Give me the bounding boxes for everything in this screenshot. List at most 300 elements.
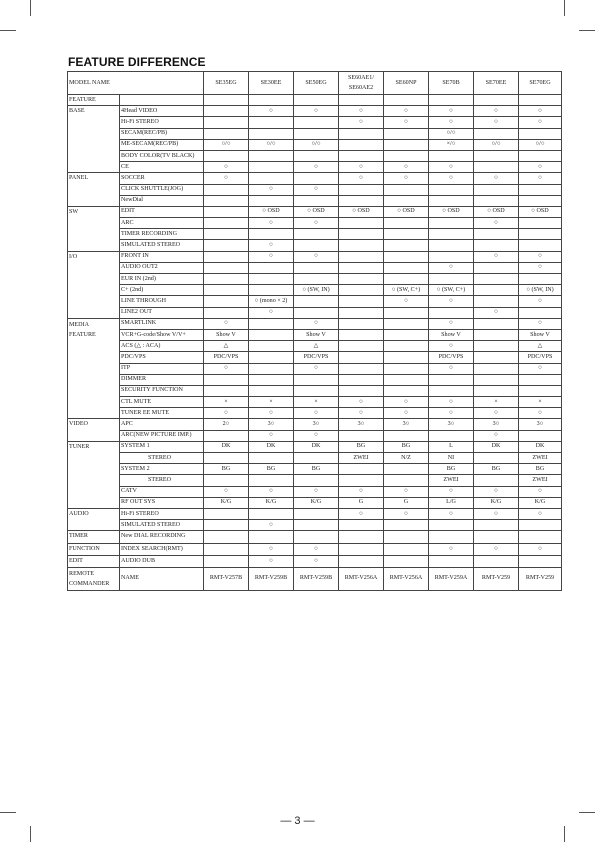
value-cell xyxy=(429,274,474,285)
value-cell xyxy=(474,195,519,206)
value-cell xyxy=(474,341,519,352)
value-cell: ○ xyxy=(429,363,474,374)
value-cell xyxy=(474,385,519,396)
value-cell xyxy=(384,218,429,229)
value-cell: ○ xyxy=(249,184,294,195)
value-cell xyxy=(249,329,294,340)
value-cell: ○ xyxy=(429,408,474,419)
table-row xyxy=(68,318,562,329)
value-cell: × xyxy=(204,397,249,408)
value-cell xyxy=(204,296,249,307)
feature-name: LINE2 OUT xyxy=(120,307,204,318)
category-cell: VIDEO xyxy=(68,419,120,441)
value-cell xyxy=(474,329,519,340)
value-cell xyxy=(429,229,474,240)
header-row xyxy=(68,72,562,95)
value-cell xyxy=(249,150,294,161)
feature-name: LINE THROUGH xyxy=(120,296,204,307)
empty-cell xyxy=(294,95,339,106)
value-cell: ○ xyxy=(429,397,474,408)
value-cell xyxy=(429,240,474,251)
value-cell: ○ xyxy=(429,318,474,329)
value-cell: ○ xyxy=(474,106,519,117)
value-cell: ○ xyxy=(474,307,519,318)
table-row xyxy=(68,453,562,464)
value-cell: ○ xyxy=(429,296,474,307)
value-cell xyxy=(204,240,249,251)
value-cell: ○ xyxy=(429,543,474,555)
table-row xyxy=(68,397,562,408)
table-row xyxy=(68,139,562,150)
feature-name: CTL MUTE xyxy=(120,397,204,408)
page-title: FEATURE DIFFERENCE xyxy=(68,55,206,69)
value-cell xyxy=(519,128,562,139)
value-cell xyxy=(339,139,384,150)
value-cell xyxy=(429,531,474,543)
value-cell: G xyxy=(339,497,384,508)
value-cell xyxy=(519,240,562,251)
value-cell xyxy=(204,117,249,128)
value-cell: ○ xyxy=(519,508,562,519)
value-cell xyxy=(384,385,429,396)
category-cell: REMOTE COMMANDER xyxy=(68,567,120,590)
empty-cell xyxy=(120,95,204,106)
feature-name: NAME xyxy=(120,567,204,590)
table-row xyxy=(68,531,562,543)
value-cell: ○ xyxy=(249,106,294,117)
value-cell: ○ (SW, IN) xyxy=(519,285,562,296)
value-cell: ○ xyxy=(474,218,519,229)
feature-name: CATV xyxy=(120,486,204,497)
value-cell xyxy=(339,218,384,229)
value-cell xyxy=(249,128,294,139)
feature-name: New DIAL RECORDING xyxy=(120,531,204,543)
model-name-label: MODEL NAME xyxy=(68,72,204,95)
value-cell: ○ xyxy=(384,486,429,497)
value-cell: ○ xyxy=(339,486,384,497)
value-cell xyxy=(204,508,249,519)
value-cell xyxy=(294,374,339,385)
feature-name: Hi-Fi STEREO xyxy=(120,117,204,128)
model-header: SE35EG xyxy=(204,72,249,95)
value-cell xyxy=(204,251,249,262)
value-cell: BG xyxy=(294,464,339,475)
value-cell xyxy=(204,106,249,117)
value-cell: K/G xyxy=(204,497,249,508)
table-row xyxy=(68,285,562,296)
table-row xyxy=(68,374,562,385)
feature-name: CE xyxy=(120,162,204,173)
value-cell xyxy=(384,520,429,531)
table-row xyxy=(68,106,562,117)
empty-cell xyxy=(429,95,474,106)
value-cell: ○ xyxy=(519,486,562,497)
value-cell xyxy=(519,374,562,385)
value-cell xyxy=(384,251,429,262)
value-cell xyxy=(204,475,249,486)
table-row xyxy=(68,464,562,475)
table-row xyxy=(68,184,562,195)
category-cell: TUNER xyxy=(68,441,120,508)
empty-cell xyxy=(519,95,562,106)
model-header: SE70EE xyxy=(474,72,519,95)
empty-cell xyxy=(384,95,429,106)
value-cell xyxy=(474,352,519,363)
value-cell xyxy=(519,150,562,161)
table-row xyxy=(68,419,562,430)
value-cell xyxy=(519,555,562,567)
value-cell: L xyxy=(429,441,474,452)
value-cell: ○ xyxy=(384,173,429,184)
value-cell: ○ xyxy=(294,318,339,329)
value-cell: ○ xyxy=(384,117,429,128)
value-cell: BG xyxy=(204,464,249,475)
value-cell xyxy=(474,520,519,531)
value-cell xyxy=(249,352,294,363)
value-cell: ○ xyxy=(249,408,294,419)
empty-cell xyxy=(474,95,519,106)
value-cell: ○ xyxy=(429,262,474,273)
crop-mark xyxy=(30,0,31,16)
value-cell: ○/○ xyxy=(519,139,562,150)
feature-table xyxy=(67,71,562,591)
value-cell: ○ xyxy=(474,508,519,519)
value-cell xyxy=(384,374,429,385)
model-header: SE60NP xyxy=(384,72,429,95)
value-cell xyxy=(519,218,562,229)
value-cell xyxy=(339,150,384,161)
value-cell: DK xyxy=(249,441,294,452)
value-cell xyxy=(339,229,384,240)
value-cell xyxy=(429,555,474,567)
value-cell: ○ xyxy=(249,218,294,229)
value-cell xyxy=(384,531,429,543)
empty-cell xyxy=(249,95,294,106)
feature-name: INDEX SEARCH(RMT) xyxy=(120,543,204,555)
value-cell: ○ xyxy=(474,408,519,419)
value-cell: △ xyxy=(204,341,249,352)
value-cell: ○ xyxy=(249,555,294,567)
value-cell: ○ xyxy=(474,543,519,555)
value-cell xyxy=(204,150,249,161)
crop-mark xyxy=(579,812,595,813)
value-cell xyxy=(294,173,339,184)
category-cell: TIMER xyxy=(68,531,120,543)
value-cell: ○ xyxy=(204,363,249,374)
value-cell: ○ xyxy=(339,117,384,128)
value-cell xyxy=(384,262,429,273)
feature-name: RF OUT SYS xyxy=(120,497,204,508)
value-cell xyxy=(339,285,384,296)
table-row xyxy=(68,543,562,555)
value-cell: RMT-V259A xyxy=(429,567,474,590)
value-cell: × xyxy=(249,397,294,408)
value-cell xyxy=(384,240,429,251)
value-cell: 3○ xyxy=(249,419,294,430)
value-cell: ○ xyxy=(384,106,429,117)
value-cell: RMT-V259B xyxy=(294,567,339,590)
table-row xyxy=(68,274,562,285)
value-cell: ○ xyxy=(384,397,429,408)
value-cell: ○ xyxy=(474,117,519,128)
table-row xyxy=(68,307,562,318)
value-cell: K/G xyxy=(294,497,339,508)
value-cell: ○ xyxy=(519,318,562,329)
value-cell xyxy=(339,374,384,385)
value-cell xyxy=(384,128,429,139)
value-cell: ○ xyxy=(429,341,474,352)
value-cell: × xyxy=(519,397,562,408)
value-cell xyxy=(519,195,562,206)
value-cell: ○ xyxy=(519,106,562,117)
value-cell xyxy=(339,307,384,318)
table-row xyxy=(68,262,562,273)
feature-name: STEREO xyxy=(120,453,204,464)
value-cell xyxy=(339,520,384,531)
feature-name: TIMER RECORDING xyxy=(120,229,204,240)
value-cell: ○ xyxy=(294,218,339,229)
value-cell xyxy=(474,229,519,240)
value-cell xyxy=(384,307,429,318)
table-row xyxy=(68,486,562,497)
value-cell: ZWEI xyxy=(429,475,474,486)
value-cell xyxy=(429,184,474,195)
value-cell xyxy=(249,341,294,352)
value-cell xyxy=(384,195,429,206)
value-cell: BG xyxy=(384,441,429,452)
value-cell xyxy=(249,508,294,519)
value-cell: ○ xyxy=(519,162,562,173)
value-cell xyxy=(429,374,474,385)
category-cell: MEDIA FEATURE xyxy=(68,318,120,419)
feature-name: AUDIO OUT2 xyxy=(120,262,204,273)
value-cell xyxy=(204,206,249,217)
value-cell: 3○ xyxy=(339,419,384,430)
value-cell xyxy=(429,150,474,161)
value-cell xyxy=(339,329,384,340)
feature-name: SECAM(REC/PB) xyxy=(120,128,204,139)
value-cell: ○ xyxy=(474,430,519,441)
value-cell xyxy=(384,184,429,195)
value-cell: ○ xyxy=(519,251,562,262)
value-cell: ○ xyxy=(294,543,339,555)
feature-name: PDC/VPS xyxy=(120,352,204,363)
value-cell xyxy=(384,464,429,475)
value-cell xyxy=(204,262,249,273)
value-cell: BG xyxy=(249,464,294,475)
value-cell: DK xyxy=(519,441,562,452)
value-cell: ○ xyxy=(249,307,294,318)
value-cell xyxy=(384,341,429,352)
value-cell: ○ xyxy=(339,106,384,117)
value-cell: ○ xyxy=(339,397,384,408)
value-cell: Show V xyxy=(519,329,562,340)
value-cell xyxy=(519,307,562,318)
value-cell: RMT-V257B xyxy=(204,567,249,590)
value-cell xyxy=(339,296,384,307)
value-cell: ○/○ xyxy=(474,139,519,150)
value-cell: ○ xyxy=(429,173,474,184)
value-cell xyxy=(249,318,294,329)
value-cell: DK xyxy=(204,441,249,452)
value-cell: ○ OSD xyxy=(249,206,294,217)
table-row xyxy=(68,430,562,441)
table-row xyxy=(68,195,562,206)
value-cell xyxy=(294,128,339,139)
value-cell xyxy=(474,374,519,385)
value-cell: ○ xyxy=(519,296,562,307)
value-cell: ○ xyxy=(519,543,562,555)
feature-name: TUNER EE MUTE xyxy=(120,408,204,419)
value-cell xyxy=(204,285,249,296)
value-cell xyxy=(429,430,474,441)
value-cell xyxy=(339,195,384,206)
value-cell: ZWEI xyxy=(339,453,384,464)
crop-mark xyxy=(564,0,565,16)
value-cell: ○ xyxy=(249,520,294,531)
value-cell xyxy=(339,352,384,363)
value-cell: PDC/VPS xyxy=(429,352,474,363)
value-cell: K/G xyxy=(519,497,562,508)
table-row xyxy=(68,329,562,340)
value-cell xyxy=(339,184,384,195)
value-cell: RMT-V259 xyxy=(474,567,519,590)
value-cell xyxy=(204,218,249,229)
table-row xyxy=(68,218,562,229)
value-cell xyxy=(429,520,474,531)
feature-name: SMARTLINK xyxy=(120,318,204,329)
table-row xyxy=(68,567,562,590)
value-cell xyxy=(384,139,429,150)
value-cell xyxy=(204,374,249,385)
value-cell xyxy=(519,229,562,240)
value-cell xyxy=(474,318,519,329)
value-cell: 3○ xyxy=(429,419,474,430)
table-row xyxy=(68,508,562,519)
category-cell: SW xyxy=(68,206,120,251)
value-cell: ○ xyxy=(429,486,474,497)
value-cell xyxy=(294,520,339,531)
value-cell: PDC/VPS xyxy=(204,352,249,363)
value-cell xyxy=(474,555,519,567)
value-cell xyxy=(339,128,384,139)
category-cell: I/O xyxy=(68,251,120,318)
empty-cell xyxy=(204,95,249,106)
value-cell: ○ xyxy=(429,508,474,519)
value-cell: 3○ xyxy=(384,419,429,430)
value-cell xyxy=(204,307,249,318)
value-cell xyxy=(339,363,384,374)
value-cell: RMT-V256A xyxy=(339,567,384,590)
value-cell xyxy=(519,385,562,396)
value-cell: ○ xyxy=(204,318,249,329)
value-cell: BG xyxy=(474,464,519,475)
feature-name: FRONT IN xyxy=(120,251,204,262)
value-cell: ○ xyxy=(204,486,249,497)
value-cell xyxy=(249,162,294,173)
value-cell xyxy=(294,385,339,396)
value-cell xyxy=(384,274,429,285)
value-cell: ○ xyxy=(249,486,294,497)
value-cell: ○ xyxy=(474,173,519,184)
value-cell xyxy=(294,274,339,285)
value-cell xyxy=(474,150,519,161)
value-cell: RMT-V259B xyxy=(249,567,294,590)
table-row xyxy=(68,363,562,374)
crop-mark xyxy=(30,826,31,842)
value-cell: ○ xyxy=(294,430,339,441)
value-cell xyxy=(294,195,339,206)
value-cell: ○ xyxy=(204,173,249,184)
value-cell: ○/○ xyxy=(249,139,294,150)
value-cell: 3○ xyxy=(519,419,562,430)
model-header: SE30EE xyxy=(249,72,294,95)
value-cell: ○ xyxy=(339,173,384,184)
feature-name: ARC(NEW PICTURE IMP.) xyxy=(120,430,204,441)
value-cell: K/G xyxy=(249,497,294,508)
value-cell xyxy=(294,453,339,464)
feature-name: C+ (2nd) xyxy=(120,285,204,296)
value-cell xyxy=(249,363,294,374)
value-cell: ○ xyxy=(384,408,429,419)
value-cell: ○ xyxy=(384,296,429,307)
feature-name: BODY COLOR(TV BLACK) xyxy=(120,150,204,161)
value-cell: N/Z xyxy=(384,453,429,464)
value-cell: ○ xyxy=(294,486,339,497)
value-cell xyxy=(204,184,249,195)
feature-name: Hi-Fi STEREO xyxy=(120,508,204,519)
value-cell: RMT-V259 xyxy=(519,567,562,590)
value-cell: × xyxy=(474,397,519,408)
value-cell xyxy=(294,307,339,318)
value-cell: BG xyxy=(339,441,384,452)
value-cell: NI xyxy=(429,453,474,464)
value-cell xyxy=(384,329,429,340)
value-cell: ○ xyxy=(519,117,562,128)
value-cell xyxy=(249,385,294,396)
value-cell xyxy=(204,543,249,555)
value-cell xyxy=(294,150,339,161)
value-cell: ○ xyxy=(474,251,519,262)
crop-mark xyxy=(0,812,16,813)
value-cell xyxy=(429,195,474,206)
crop-mark xyxy=(0,30,16,31)
table-row xyxy=(68,229,562,240)
value-cell xyxy=(339,543,384,555)
value-cell xyxy=(339,240,384,251)
value-cell xyxy=(204,531,249,543)
table-row xyxy=(68,173,562,184)
value-cell xyxy=(339,341,384,352)
value-cell xyxy=(519,184,562,195)
value-cell xyxy=(249,262,294,273)
empty-cell xyxy=(339,95,384,106)
value-cell xyxy=(339,274,384,285)
value-cell xyxy=(204,430,249,441)
table-row xyxy=(68,341,562,352)
value-cell: ○ xyxy=(294,363,339,374)
value-cell: ○ xyxy=(519,173,562,184)
value-cell: ○ xyxy=(384,162,429,173)
value-cell xyxy=(429,251,474,262)
value-cell xyxy=(474,285,519,296)
model-header: SE50EG xyxy=(294,72,339,95)
table-row xyxy=(68,240,562,251)
value-cell xyxy=(474,531,519,543)
feature-name: EUR IN (2nd) xyxy=(120,274,204,285)
value-cell: PDC/VPS xyxy=(294,352,339,363)
value-cell xyxy=(204,229,249,240)
